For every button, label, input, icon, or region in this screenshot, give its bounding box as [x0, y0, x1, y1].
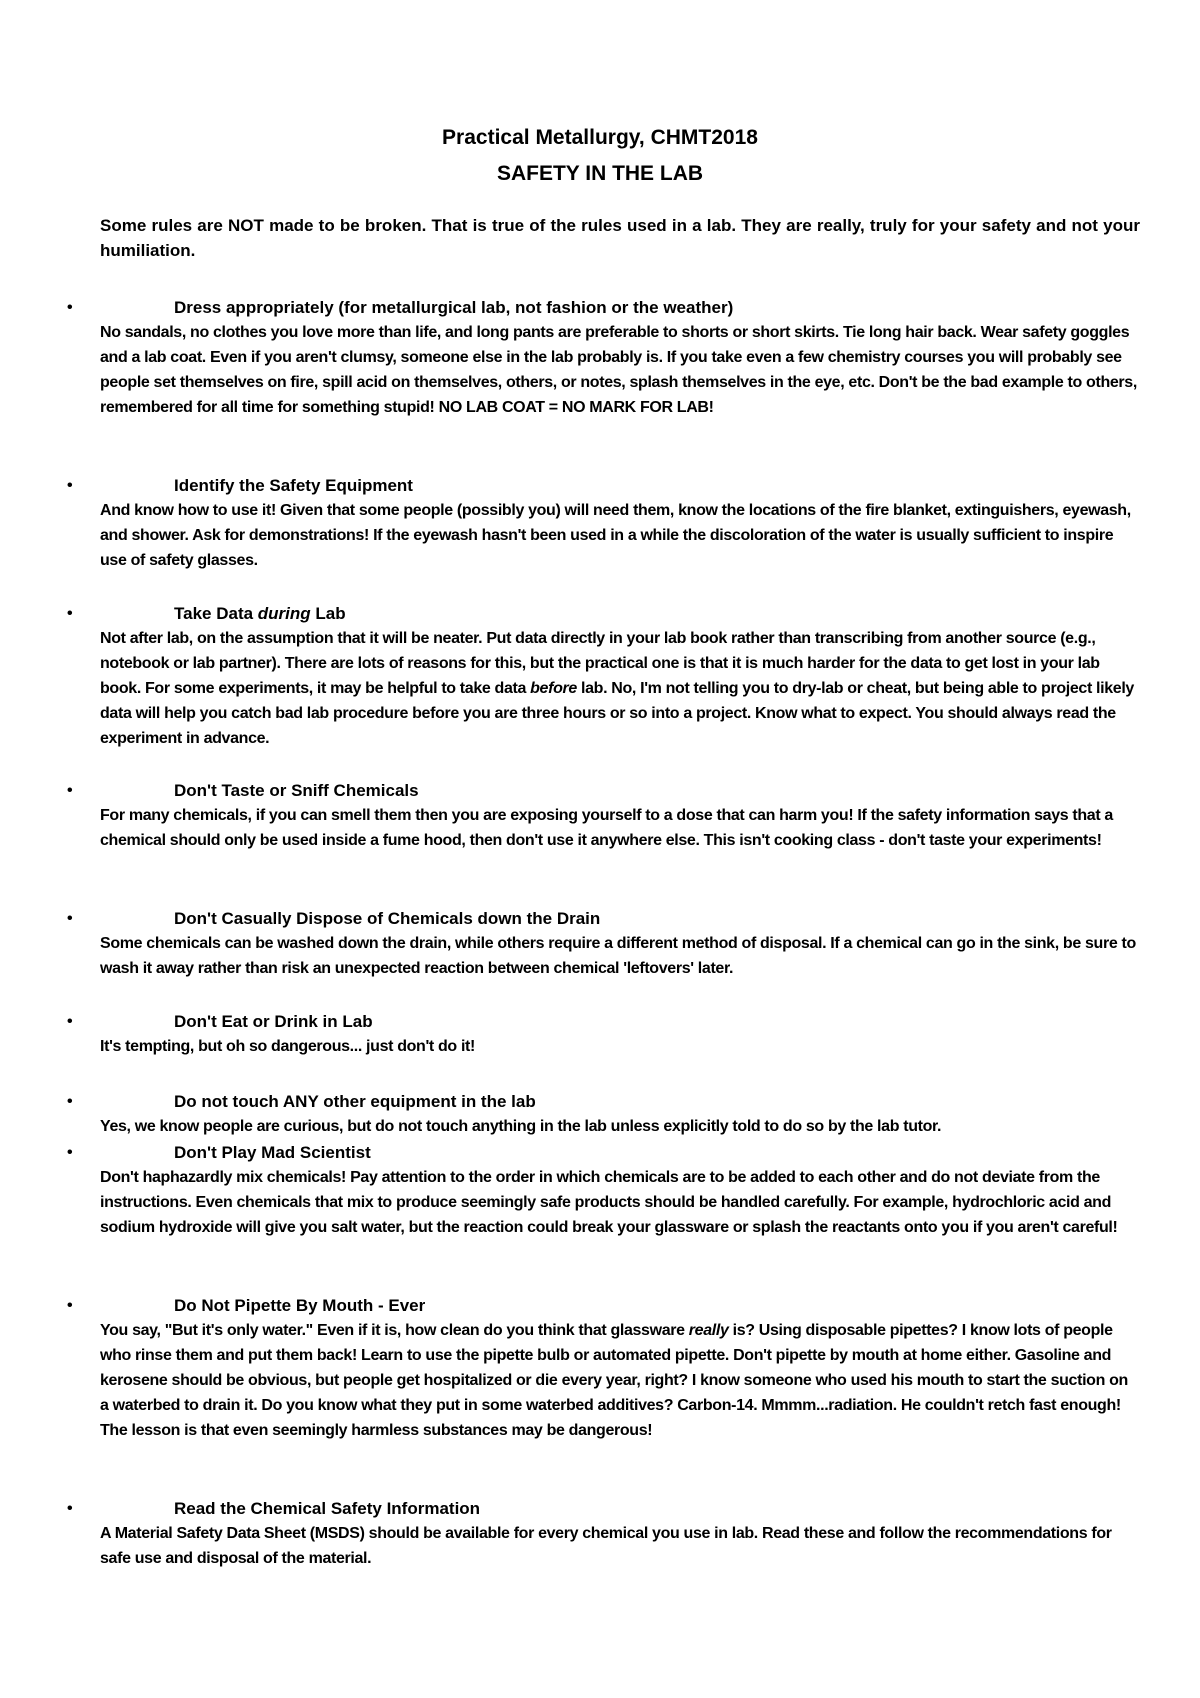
- rule-heading: Don't Taste or Sniff Chemicals: [174, 781, 419, 800]
- rule-body: For many chemicals, if you can smell them then you are exposing yourself to a dose that can harm you! If the safety information says that a chemical should only be used inside a fume hood, then don't use it anywhere else. This isn't cooking class - don't taste your experiments!: [100, 807, 1113, 849]
- bullet-icon: •: [67, 1297, 73, 1314]
- bullet-icon: •: [67, 299, 73, 316]
- heading-text: Lab: [310, 604, 346, 623]
- rule-heading: Dress appropriately (for metallurgical lab, not fashion or the weather): [174, 298, 734, 317]
- body-text: is? Using disposable pipettes? I know lots of people who rinse them and put them back! Learn to use the pipette bulb or automated pipette. Don't pipette by mouth at home either. Gasoline and kerosene should be obvious, but people get hospitalized or die every year, right? I know someone who used his mouth to start the suction on a waterbed to drain it. Do you know what they put in some waterbed additives? Carbon-14. Mmmm...radiation. He couldn't retch fast enough! The lesson is that even seemingly harmless substances may be dangerous!: [100, 1322, 1128, 1439]
- rule-heading: Do Not Pipette By Mouth - Ever: [174, 1296, 426, 1315]
- bullet-icon: •: [67, 910, 73, 927]
- body-text: lab. No, I'm not telling you to dry-lab or cheat, but being able to project likely data will help you catch bad lab procedure before you are three hours or so into a project. Know what to expect. You should always read the experiment in advance.: [100, 680, 1134, 747]
- bullet-icon: •: [67, 605, 73, 622]
- rule-body: It's tempting, but oh so dangerous... just don't do it!: [100, 1038, 475, 1055]
- bullet-icon: •: [67, 477, 73, 494]
- heading-text: Take Data: [174, 604, 258, 623]
- rule-body: No sandals, no clothes you love more than life, and long pants are preferable to shorts or short skirts. Tie long hair back. Wear safety goggles and a lab coat. Even if you aren't clumsy, someone else in the lab probably is. If you take even a few chemistry courses you will probably see people set themselves on fire, spill acid on themselves, others, or notes, splash themselves in the eye, etc. Don't be the bad example to others, remembered for all time for something stupid! NO LAB COAT = NO MARK FOR LAB!: [100, 324, 1137, 416]
- bullet-icon: •: [67, 1013, 73, 1030]
- rule-body: Some chemicals can be washed down the drain, while others require a different method of disposal. If a chemical can go in the sink, be sure to wash it away rather than risk an unexpected reaction between chemical 'leftovers' later.: [100, 935, 1136, 977]
- course-title: Practical Metallurgy, CHMT2018: [442, 126, 758, 149]
- rule-heading: [174, 601, 346, 626]
- rule-heading: Do not touch ANY other equipment in the lab: [174, 1092, 536, 1111]
- body-emphasis: before: [530, 680, 577, 697]
- bullet-icon: •: [67, 1500, 73, 1517]
- document-title: SAFETY IN THE LAB: [496, 162, 704, 185]
- body-emphasis: really: [688, 1322, 729, 1339]
- rule-heading: Don't Eat or Drink in Lab: [174, 1012, 373, 1031]
- rule-body: And know how to use it! Given that some people (possibly you) will need them, know the locations of the fire blanket, extinguishers, eyewash, and shower. Ask for demonstrations! If the eyewash hasn't been used in a while the discoloration of the water is usually sufficient to inspire use of safety glasses.: [100, 502, 1131, 569]
- heading-emphasis: during: [257, 604, 311, 623]
- body-text: You say, "But it's only water." Even if it is, how clean do you think that glassware: [100, 1322, 689, 1339]
- rule-body: A Material Safety Data Sheet (MSDS) should be available for every chemical you use in lab. Read these and follow the recommendations for safe use and disposal of the material.: [100, 1525, 1112, 1567]
- bullet-icon: •: [67, 782, 73, 799]
- rule-heading: Don't Casually Dispose of Chemicals down the Drain: [174, 909, 601, 928]
- rule-body: [100, 626, 1140, 751]
- rule-body: Yes, we know people are curious, but do not touch anything in the lab unless explicitly told to do so by the lab tutor.: [100, 1118, 942, 1135]
- bullet-icon: •: [67, 1093, 73, 1110]
- rule-body: Don't haphazardly mix chemicals! Pay attention to the order in which chemicals are to be added to each other and do not deviate from the instructions. Even chemicals that mix to produce seemingly safe products should be handled carefully. For example, hydrochloric acid and sodium hydroxide will give you salt water, but the reaction could break your glassware or splash the reactants onto you if you aren't careful!: [100, 1169, 1118, 1236]
- rule-body: [100, 1318, 1140, 1443]
- intro-paragraph: Some rules are NOT made to be broken. That is true of the rules used in a lab. They are really, truly for your safety and not your humiliation.: [100, 216, 1140, 260]
- rule-heading: Identify the Safety Equipment: [174, 476, 413, 495]
- bullet-icon: •: [67, 1144, 73, 1161]
- body-text: Not after lab, on the assumption that it will be neater. Put data directly in your lab book rather than transcribing from another source (e.g., notebook or lab partner). There are lots of reasons for this, but the practical one is that it is much harder for the data to get lost in your lab book. For some experiments, it may be helpful to take data: [100, 630, 1100, 697]
- rule-heading: Read the Chemical Safety Information: [174, 1499, 481, 1518]
- title-block: [0, 120, 1200, 192]
- rule-heading: Don't Play Mad Scientist: [174, 1143, 371, 1162]
